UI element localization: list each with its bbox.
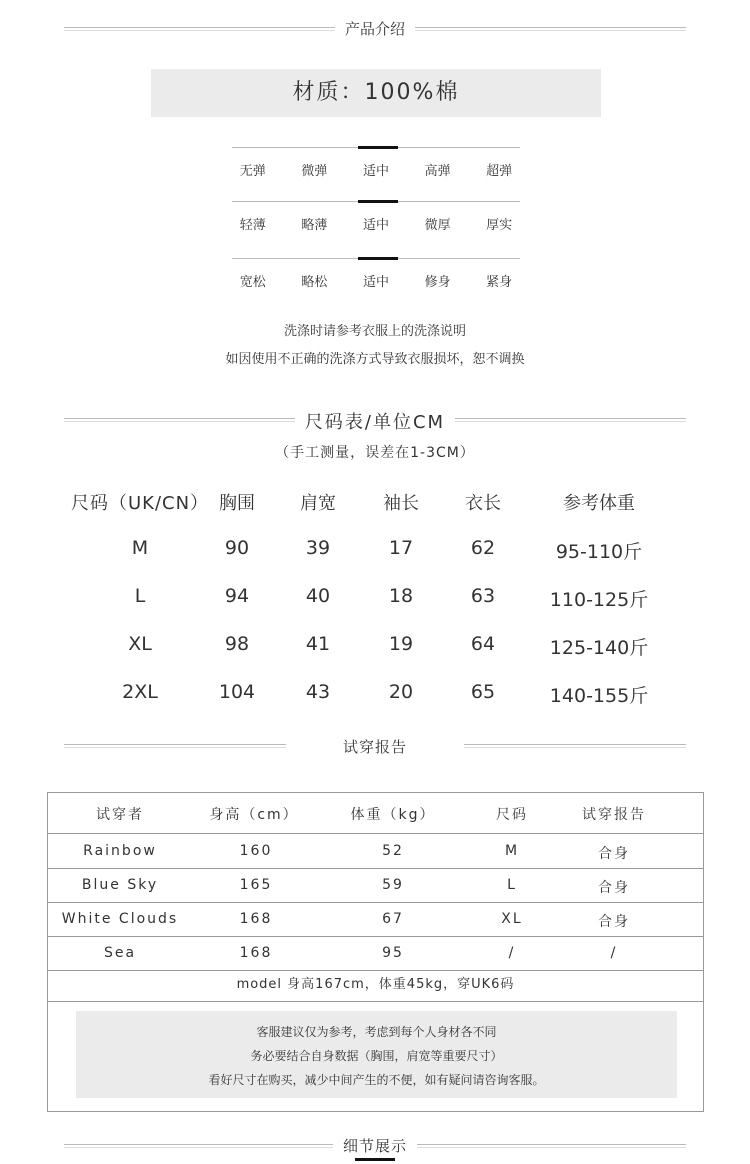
table-cell: L (507, 877, 517, 893)
table-cell: 98 (224, 633, 250, 655)
advice-line: 看好尺寸在购买，减少中间产生的不便，如有疑问请咨询客服。 (208, 1073, 545, 1087)
table-cell: 64 (470, 633, 496, 655)
scale-option: 轻薄 (239, 218, 266, 233)
table-cell: 17 (388, 537, 414, 559)
table-cell: White Clouds (61, 911, 179, 927)
scale-option: 宽松 (239, 275, 266, 290)
column-header: 袖长 (383, 493, 419, 514)
scale-option: 厚实 (486, 218, 513, 233)
column-header: 试穿报告 (582, 807, 646, 823)
section-title-size-chart (0, 408, 750, 434)
column-header: 肩宽 (300, 493, 336, 514)
table-cell: 20 (388, 681, 414, 703)
wash-note: 如因使用不正确的洗涤方式导致衣服损坏，恕不调换 (225, 352, 525, 367)
section-title-try-on (0, 736, 750, 757)
scale-marker (358, 146, 398, 149)
section-title-details (0, 1135, 750, 1156)
scale-option: 无弹 (239, 164, 266, 179)
scale-option: 适中 (362, 218, 389, 233)
table-cell: 18 (388, 585, 414, 607)
table-cell: 90 (224, 537, 250, 559)
wash-note: 洗涤时请参考衣服上的洗涤说明 (283, 324, 466, 339)
advice-line: 客服建议仅为参考，考虑到每个人身材各不同 (256, 1025, 497, 1039)
table-cell: 65 (470, 681, 496, 703)
details-title: 细节展示 (333, 1137, 417, 1155)
table-cell: 67 (382, 911, 404, 927)
advice-box (76, 1011, 677, 1098)
table-cell: 140-155斤 (549, 685, 649, 707)
table-cell: L (134, 585, 146, 607)
column-header: 衣长 (465, 493, 501, 514)
scale-option: 略薄 (301, 218, 328, 233)
table-cell: 95-110斤 (555, 541, 643, 563)
table-cell: 165 (239, 877, 273, 893)
table-row (0, 585, 750, 615)
column-header: 尺码 (496, 807, 528, 823)
table-cell: 94 (224, 585, 250, 607)
table-cell: Sea (103, 945, 137, 961)
table-cell: 2XL (122, 681, 158, 703)
table-cell: M (131, 537, 149, 559)
column-header: 参考体重 (563, 493, 635, 514)
column-header: 试穿者 (96, 807, 144, 823)
scale-option: 微弹 (301, 164, 328, 179)
table-row (0, 633, 750, 663)
column-header: 尺码（UK/CN） (70, 493, 210, 514)
table-cell: 39 (305, 537, 331, 559)
fit-scale (222, 271, 530, 290)
table-cell: Blue Sky (81, 877, 159, 893)
table-cell: 40 (305, 585, 331, 607)
table-cell: 125-140斤 (549, 637, 649, 659)
scale-option: 修身 (424, 275, 451, 290)
table-cell: 95 (382, 945, 404, 961)
table-cell: 63 (470, 585, 496, 607)
table-cell: 59 (382, 877, 404, 893)
size-chart-subtitle: （手工测量，误差在1-3CM） (275, 445, 475, 461)
table-cell: / (508, 945, 516, 961)
advice-line: 务必要结合自身数据（胸围，肩宽等重要尺寸） (250, 1049, 503, 1063)
scale-option: 略松 (301, 275, 328, 290)
size-table-header (0, 489, 750, 519)
table-cell: 合身 (598, 846, 630, 862)
table-cell: M (504, 843, 520, 859)
table-cell: 合身 (598, 880, 630, 896)
column-header: 胸围 (219, 493, 255, 514)
table-row (48, 834, 703, 869)
table-cell: 168 (239, 911, 273, 927)
table-cell: Rainbow (83, 843, 157, 859)
table-row (48, 902, 703, 937)
elasticity-scale (222, 160, 530, 179)
title-underline (355, 1158, 395, 1161)
table-cell: XL (501, 911, 523, 927)
column-header: 体重（kg） (350, 807, 436, 823)
table-row (0, 681, 750, 711)
scale-option: 适中 (362, 164, 389, 179)
section-title-product-intro (0, 18, 750, 39)
scale-option: 紧身 (486, 275, 513, 290)
scale-option: 微厚 (424, 218, 451, 233)
scale-marker (358, 200, 398, 203)
table-cell: 19 (388, 633, 414, 655)
product-intro-title: 产品介绍 (335, 20, 415, 38)
scale-option: 超弹 (486, 164, 513, 179)
try-on-table (47, 792, 704, 1112)
try-on-header (48, 793, 703, 834)
table-cell: 168 (239, 945, 273, 961)
thickness-scale (222, 214, 530, 233)
table-cell: 104 (218, 681, 256, 703)
size-chart-title: 尺码表/单位CM (295, 412, 455, 433)
column-header: 身高（cm） (209, 807, 299, 823)
table-cell: / (610, 945, 618, 961)
try-on-title: 试穿报告 (333, 738, 417, 756)
table-cell: 合身 (598, 914, 630, 930)
material-banner: 材质：100%棉 (151, 69, 601, 117)
table-cell: 52 (382, 843, 404, 859)
table-row (48, 936, 703, 971)
table-cell: 62 (470, 537, 496, 559)
table-cell: 160 (239, 843, 273, 859)
scale-option: 适中 (362, 275, 389, 290)
model-note: model 身高167cm，体重45kg，穿UK6码 (48, 969, 703, 1002)
table-row (48, 868, 703, 903)
table-row (0, 537, 750, 567)
table-cell: 43 (305, 681, 331, 703)
scale-option: 高弹 (424, 164, 451, 179)
scale-marker (358, 257, 398, 260)
table-cell: 41 (305, 633, 331, 655)
table-cell: XL (128, 633, 152, 655)
table-cell: 110-125斤 (549, 589, 649, 611)
